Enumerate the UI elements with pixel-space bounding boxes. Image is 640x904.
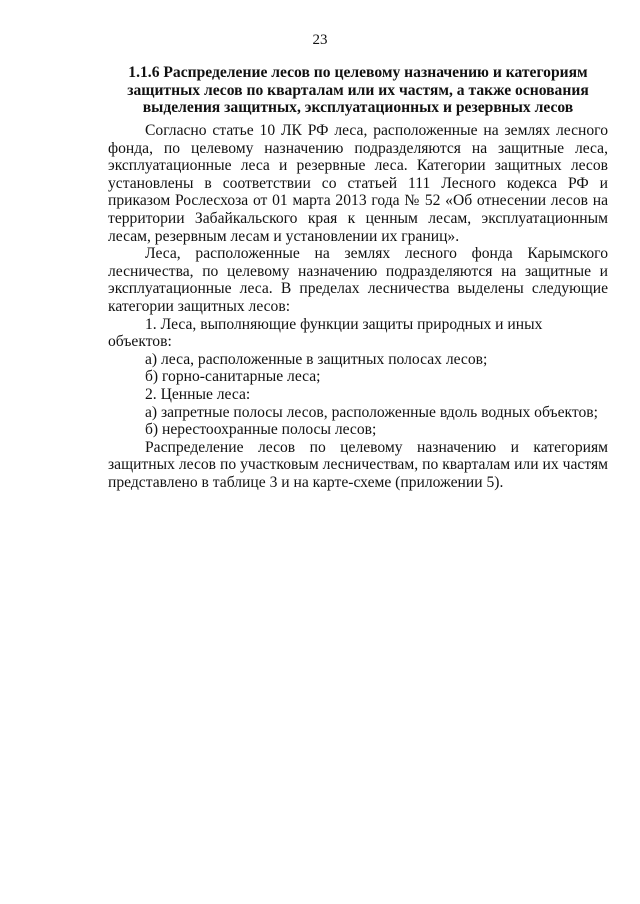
paragraph-target-purpose: Согласно статье 10 ЛК РФ леса, расположенные на землях лесного фонда, по целевому назначению подразделяются на защитные леса, эксплуатационные леса и резервные леса. Категории защитных лесов установлены в соответствии со статьей 111 Лесного кодекса РФ и приказом Рослесхоза от 01 марта 2013 года № 52 «Об отнесении лесов на территории Забайкальского края к ценным лесам, эксплуатационным лесам, резервным лесам и установлении их границ». [108, 122, 608, 245]
body-text [108, 122, 608, 491]
page-number: 23 [312, 32, 328, 48]
section-heading: 1.1.6 Распределение лесов по целевому назначению и категориям защитных лесов по кварталам или их частям, а также основания выделения защитных, эксплуатационных и резервных лесов [127, 64, 589, 117]
list-item: а) запретные полосы лесов, расположенные вдоль водных объектов; [145, 403, 598, 421]
list-item: а) леса, расположенные в защитных полосах лесов; [145, 350, 488, 368]
paragraph-distribution: Распределение лесов по целевому назначению и категориям защитных лесов по участковым лесничествам, по кварталам или их частям представлено в таблице 3 и на карте-схеме (приложении 5). [108, 438, 608, 491]
paragraph-karymsky-forestry: Леса, расположенные на землях лесного фонда Карымского лесничества, по целевому назначению подразделяются на защитные и эксплуатационные леса. В пределах лесничества выделены следующие категории защитных лесов: [108, 245, 608, 315]
list-item: б) горно-санитарные леса; [145, 368, 321, 386]
list-item: б) нерестоохранные полосы лесов; [145, 421, 377, 439]
list-item: 2. Ценные леса: [145, 385, 251, 403]
list-item: 1. Леса, выполняющие функции защиты природных и иных объектов: [108, 315, 543, 351]
